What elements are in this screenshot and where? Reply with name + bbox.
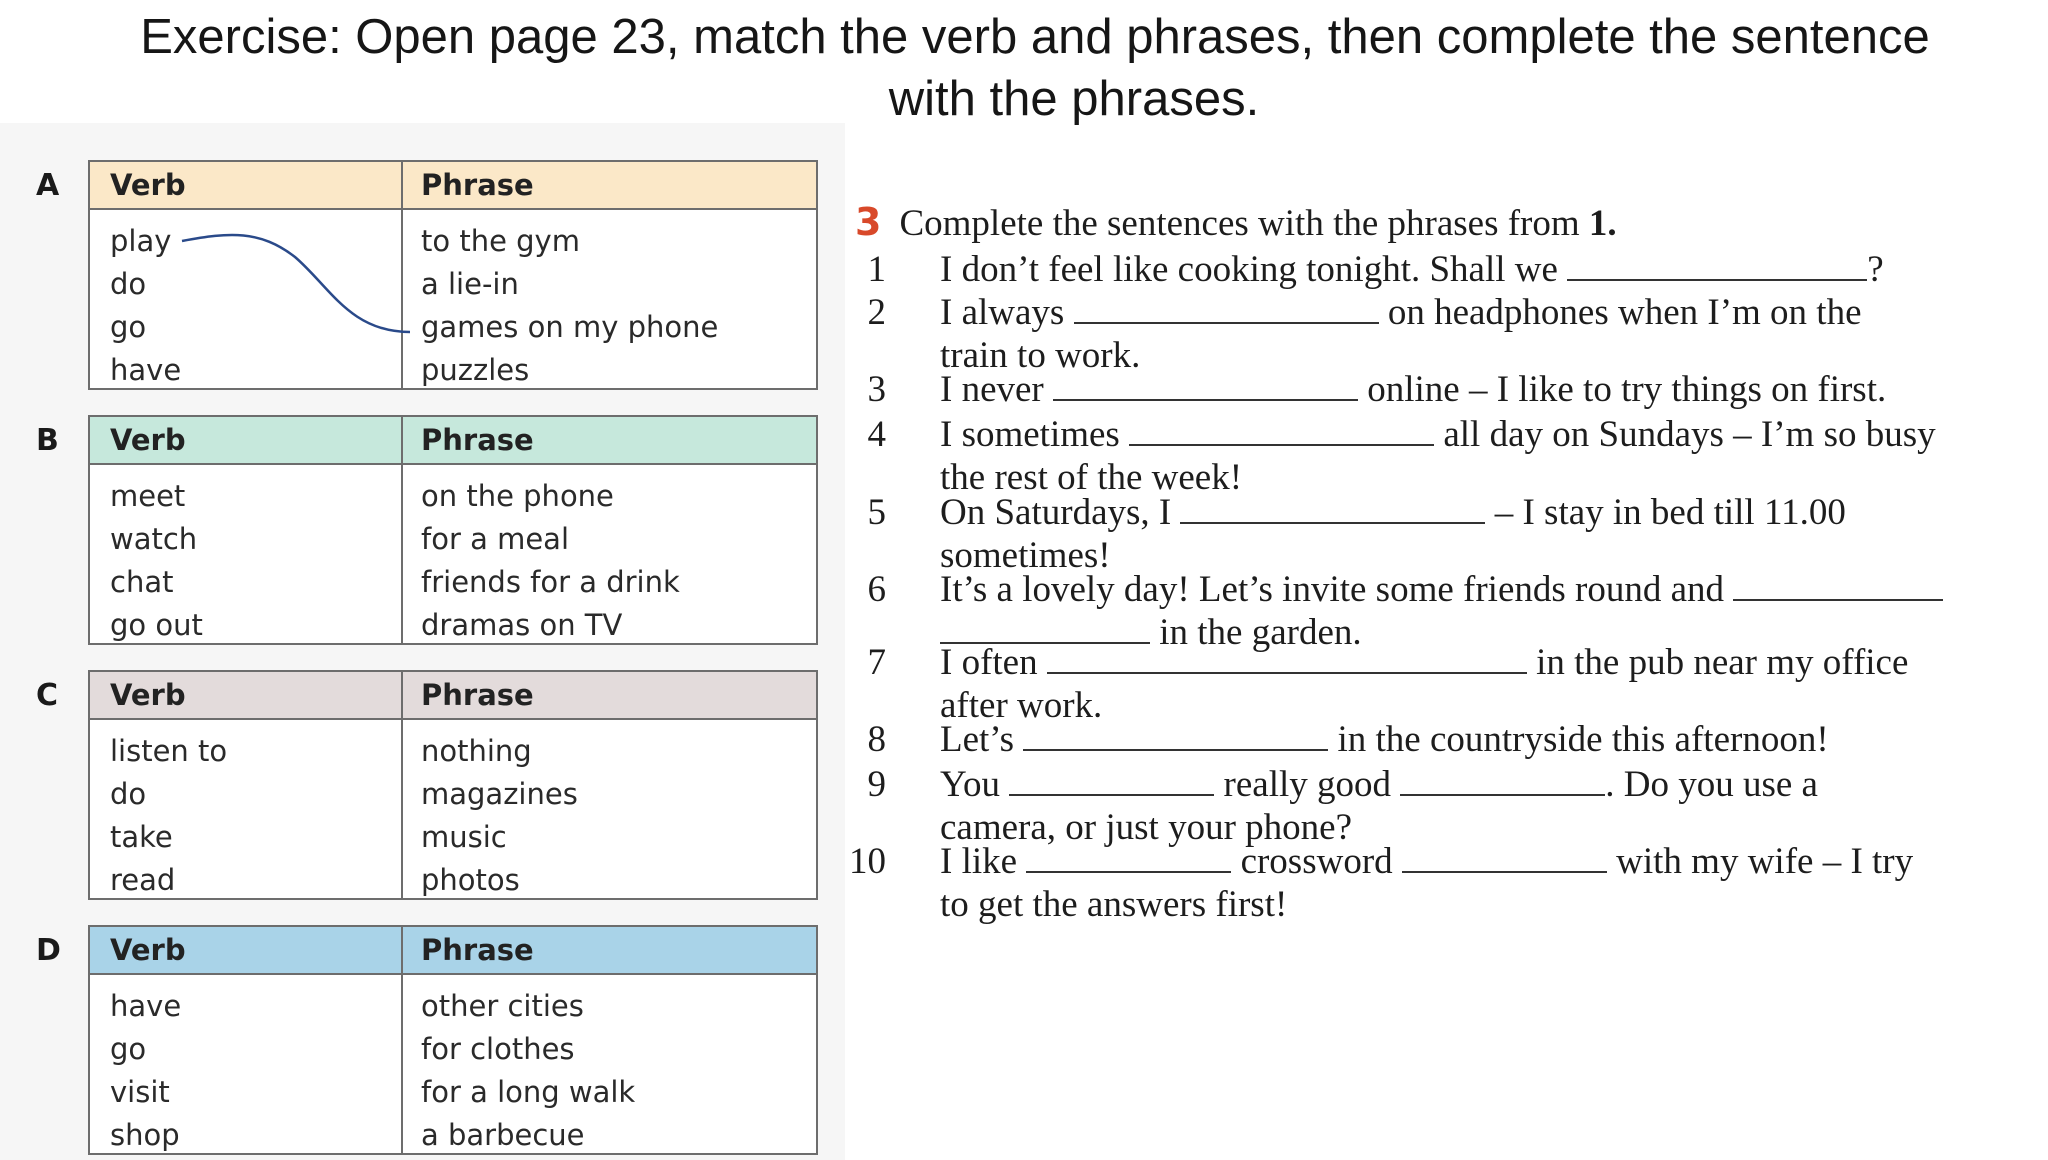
sentence-text: camera, or just your phone? [940,807,1352,848]
phrase-item: dramas on TV [421,608,623,642]
sentence-number: 8 [867,719,886,760]
verb-item: meet [110,479,186,513]
table-letter: B [36,423,59,458]
verb-item: go [110,1032,147,1066]
sentence-number: 6 [867,569,886,610]
sentence-text: to get the answers first! [940,884,1288,925]
verb-phrase-table [88,670,818,900]
verb-item: listen to [110,734,228,768]
sentence-number: 1 [867,249,886,290]
verb-list [110,730,227,902]
verb-phrase-table [88,925,818,1155]
sentence-text: after work. [940,685,1103,726]
sentence-text: all day on Sundays – I’m so busy [1434,414,1936,455]
verb-column-header: Verb [110,933,186,967]
sentence-line [940,718,1829,762]
verb-item: go [110,310,147,344]
phrase-column-header: Phrase [421,423,534,457]
table-letter: D [36,933,61,968]
sentence-text: I don’t feel like cooking tonight. Shall we [940,249,1568,290]
phrase-item: other cities [421,989,584,1023]
sentence-line [940,413,1936,457]
answer-blank[interactable] [1180,492,1485,524]
table-header-row [90,417,816,465]
sentence-text: the rest of the week! [940,457,1243,498]
verb-item: go out [110,608,203,642]
sentence-number: 7 [867,642,886,683]
verb-item: play [110,224,172,258]
verb-list [110,220,181,392]
phrase-item: for clothes [421,1032,575,1066]
sentence-text: online – I like to try things on first. [1358,369,1887,410]
phrase-list [421,985,635,1157]
exercise-title [855,200,1617,245]
column-divider [401,672,403,898]
phrase-column-header: Phrase [421,933,534,967]
phrase-item: for a meal [421,522,570,556]
sentence-line [940,840,1913,884]
sentence-text: crossword [1231,841,1402,882]
phrase-list [421,220,718,392]
phrase-item: magazines [421,777,578,811]
sentence-number: 2 [867,292,886,333]
table-letter: A [36,168,60,203]
sentence-text: It’s a lovely day! Let’s invite some friends round and [940,569,1734,610]
table-header-row [90,927,816,975]
table-block-c [0,660,830,900]
sentence-line [940,248,1884,292]
sentence-text: I never [940,369,1053,410]
table-block-d [0,915,830,1155]
verb-list [110,475,203,647]
verb-phrase-table [88,415,818,645]
phrase-item: to the gym [421,224,580,258]
answer-blank[interactable] [940,612,1150,644]
sentence-text: Let’s [940,719,1024,760]
sentence-text: On Saturdays, I [940,492,1181,533]
phrase-item: nothing [421,734,532,768]
verb-column-header: Verb [110,168,186,202]
sentence-text: in the garden. [1150,612,1362,653]
instruction-line-2: with the phrases. [888,72,1260,126]
sentence-text: I sometimes [940,414,1130,455]
verb-phrase-table [88,160,818,390]
column-divider [401,417,403,643]
answer-blank[interactable] [1009,764,1214,796]
sentence-text: really good [1214,764,1401,805]
sentence-line [940,763,1818,807]
phrase-item: music [421,820,507,854]
exercise-title-text: Complete the sentences with the phrases from [899,203,1589,244]
sentence-text: in the pub near my office [1526,642,1909,683]
verb-item: read [110,863,176,897]
sentence-line [940,883,1287,927]
sentence-number: 9 [867,764,886,805]
answer-blank[interactable] [1047,642,1527,674]
sentence-number: 3 [867,369,886,410]
answer-blank[interactable] [1400,764,1605,796]
column-divider [401,162,403,388]
phrase-item: for a long walk [421,1075,636,1109]
sentence-text: in the countryside this afternoon! [1328,719,1829,760]
answer-blank[interactable] [1402,841,1607,873]
sentence-text: ? [1867,249,1884,290]
phrase-column-header: Phrase [421,168,534,202]
verb-item: do [110,777,147,811]
phrase-item: photos [421,863,520,897]
answer-blank[interactable] [1733,569,1943,601]
phrase-item: on the phone [421,479,614,513]
sentence-text: . Do you use a [1605,764,1818,805]
phrase-item: a lie-in [421,267,519,301]
sentence-line [940,641,1908,685]
exercise-number: 3 [855,200,882,244]
sentence-line [940,491,1846,535]
table-block-a [0,150,830,390]
phrase-list [421,475,680,647]
verb-item: chat [110,565,174,599]
answer-blank[interactable] [1567,249,1867,281]
verb-item: shop [110,1118,180,1152]
column-divider [401,927,403,1153]
sentence-text: – I stay in bed till 11.00 [1485,492,1846,533]
phrase-item: a barbecue [421,1118,585,1152]
table-letter: C [36,678,59,713]
verb-list [110,985,181,1157]
instruction-line-1: Exercise: Open page 23, match the verb and phrases, then complete the sentence [140,10,1930,64]
sentence-text: train to work. [940,335,1141,376]
table-header-row [90,162,816,210]
table-block-b [0,405,830,645]
sentence-text: sometimes! [940,535,1111,576]
sentence-line [940,291,1862,335]
sentence-number: 10 [849,841,886,882]
sentence-text: I often [940,642,1047,683]
phrase-item: puzzles [421,353,530,387]
verb-item: take [110,820,173,854]
answer-blank[interactable] [1129,414,1434,446]
verb-item: visit [110,1075,170,1109]
answer-blank[interactable] [1023,719,1328,751]
answer-blank[interactable] [1053,369,1358,401]
answer-blank[interactable] [1074,292,1379,324]
verb-item: do [110,267,147,301]
exercise-instruction [0,6,2048,130]
verb-item: have [110,989,182,1023]
table-header-row [90,672,816,720]
phrase-column-header: Phrase [421,678,534,712]
phrase-item: friends for a drink [421,565,680,599]
verb-column-header: Verb [110,423,186,457]
sentence-text: with my wife – I try [1606,841,1914,882]
sentence-text: on headphones when I’m on the [1378,292,1862,333]
answer-blank[interactable] [1026,841,1231,873]
verb-item: have [110,353,182,387]
sentence-text: I like [940,841,1027,882]
verb-column-header: Verb [110,678,186,712]
sentence-number: 4 [867,414,886,455]
phrase-item: games on my phone [421,310,719,344]
sentence-text: I always [940,292,1074,333]
verb-item: watch [110,522,198,556]
sentence-line [940,368,1886,412]
sentence-number: 5 [867,492,886,533]
phrase-list [421,730,578,902]
sentence-line [940,568,1943,612]
sentence-text: You [940,764,1010,805]
exercise-title-ref: 1. [1588,203,1617,244]
